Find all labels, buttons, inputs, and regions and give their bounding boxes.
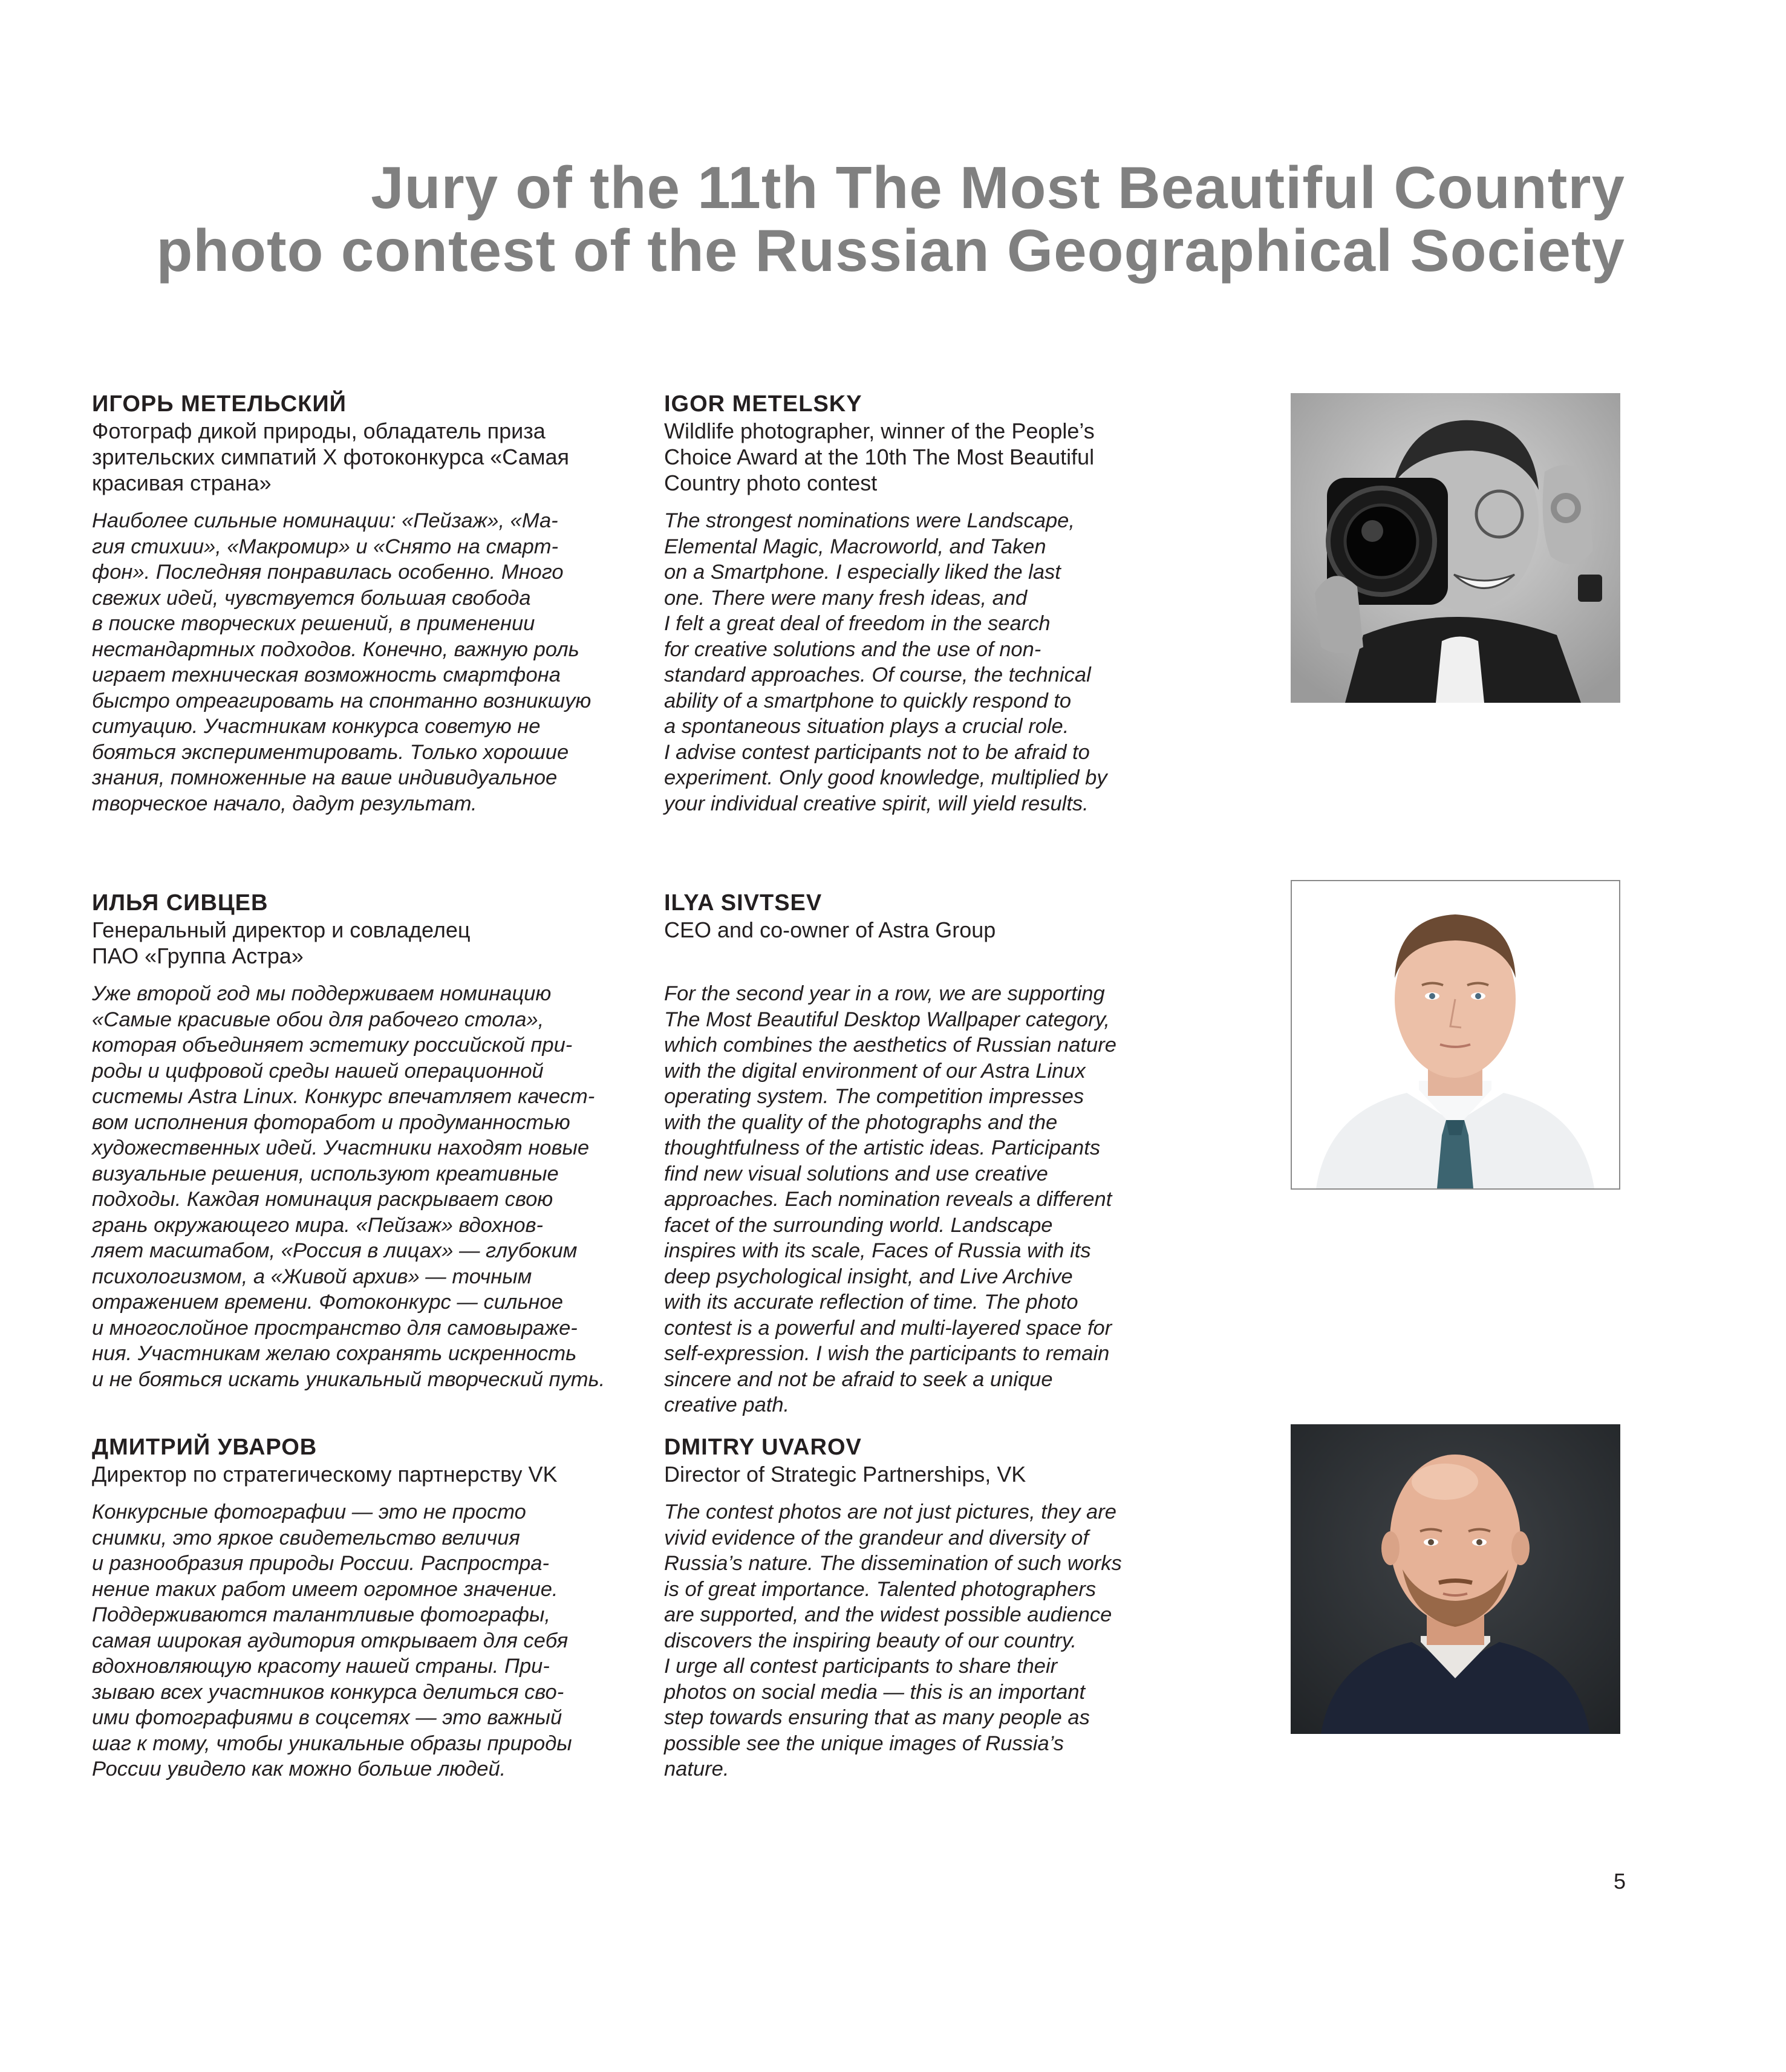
role-line: Wildlife photographer, winner of the People’s	[664, 419, 1095, 443]
quote-line: your individual creative spirit, will yield results.	[664, 792, 1089, 815]
quote-line: deep psychological insight, and Live Archive	[664, 1265, 1073, 1288]
quote-line: contest is a powerful and multi-layered space for	[664, 1316, 1112, 1340]
quote-line: with its accurate reflection of time. The photo	[664, 1291, 1078, 1314]
quote-line: for creative solutions and the use of non-	[664, 637, 1041, 661]
quote-line: системы Astra Linux. Конкурс впечатляет качест-	[92, 1085, 595, 1108]
quote-line: снимки, это яркое свидетельство величия	[92, 1526, 520, 1549]
quote-line: и многослойное пространство для самовыраже-	[92, 1316, 578, 1340]
juror-2-en	[664, 889, 1208, 1418]
role-line: зрительских симпатий X фотоконкурса «Самая	[92, 445, 569, 469]
juror-quote	[664, 1499, 1208, 1782]
quote-line: России увидело как можно больше людей.	[92, 1758, 506, 1780]
quote-line: ими фотографиями в соцсетях — это важный	[92, 1706, 562, 1729]
juror-role	[92, 418, 636, 496]
juror-2-ru	[92, 889, 636, 1392]
quote-line: standard approaches. Of course, the technical	[664, 663, 1091, 686]
role-line: Директор по стратегическому партнерству VK	[92, 1462, 558, 1487]
quote-line: знания, помноженные на ваше индивидуальное	[92, 766, 558, 789]
quote-line: step towards ensuring that as many people as	[664, 1706, 1090, 1729]
quote-line: быстро отреагировать на спонтанно возникшую	[92, 689, 592, 712]
juror-3-photo	[1291, 1424, 1620, 1734]
juror-name: ДМИТРИЙ УВАРОВ	[92, 1435, 318, 1460]
quote-line: зываю всех участников конкурса делиться сво-	[92, 1680, 564, 1704]
juror-name: DMITRY UVAROV	[664, 1435, 862, 1460]
quote-line: nature.	[664, 1758, 729, 1780]
juror-name: ИГОРЬ МЕТЕЛЬСКИЙ	[92, 391, 347, 417]
quote-line: one. There were many fresh ideas, and	[664, 586, 1028, 610]
juror-role	[664, 1461, 1208, 1487]
quote-line: is of great importance. Talented photographers	[664, 1577, 1097, 1601]
juror-role	[92, 1461, 636, 1487]
quote-line: self-expression. I wish the participants to remain	[664, 1342, 1110, 1365]
quote-line: possible see the unique images of Russia’s	[664, 1732, 1064, 1755]
quote-line: approaches. Each nomination reveals a different	[664, 1188, 1112, 1211]
quote-line: самая широкая аудитория открывает для себя	[92, 1629, 569, 1652]
quote-line: отражением времени. Фотоконкурс — сильное	[92, 1291, 563, 1314]
quote-line: a spontaneous situation plays a crucial role.	[664, 715, 1069, 738]
quote-line: Наиболее сильные номинации: «Пейзаж», «Ма-	[92, 509, 558, 532]
quote-line: I felt a great deal of freedom in the search	[664, 612, 1051, 635]
page-title	[53, 156, 1625, 282]
quote-line: ability of a smartphone to quickly respond to	[664, 689, 1072, 712]
juror-quote	[92, 1499, 636, 1782]
page-number: 5	[1613, 1869, 1626, 1894]
quote-line: художественных идей. Участники находят новые	[92, 1136, 590, 1159]
quote-line: бояться экспериментировать. Только хорошие	[92, 740, 569, 764]
quote-line: гия стихии», «Макромир» и «Снято на смарт-	[92, 535, 559, 558]
quote-line: свежих идей, чувствуется большая свобода	[92, 586, 531, 610]
juror-name: IGOR METELSKY	[664, 391, 862, 417]
quote-line: и разнообразия природы России. Распростра-	[92, 1552, 549, 1575]
quote-line: thoughtfulness of the artistic ideas. Participants	[664, 1136, 1101, 1159]
quote-line: photos on social media — this is an important	[664, 1680, 1086, 1704]
juror-quote	[92, 981, 636, 1392]
quote-line: визуальные решения, используют креативные	[92, 1162, 559, 1185]
quote-line: грань окружающего мира. «Пейзаж» вдохнов-	[92, 1213, 544, 1237]
quote-line: в поиске творческих решений, в применении	[92, 612, 535, 635]
quote-line: facet of the surrounding world. Landscape	[664, 1213, 1053, 1237]
quote-line: творческое начало, дадут результат.	[92, 792, 477, 815]
juror-role	[92, 917, 636, 969]
juror-1-ru	[92, 390, 636, 816]
quote-line: The Most Beautiful Desktop Wallpaper category,	[664, 1008, 1110, 1031]
quote-line: are supported, and the widest possible audience	[664, 1603, 1112, 1626]
quote-line: vivid evidence of the grandeur and diversity of	[664, 1526, 1089, 1549]
quote-line: играет техническая возможность смартфона	[92, 663, 561, 686]
quote-line: роды и цифровой среды нашей операционной	[92, 1059, 544, 1083]
quote-line: For the second year in a row, we are supporting	[664, 982, 1105, 1005]
quote-line: нение таких работ имеет огромное значение.	[92, 1577, 558, 1601]
title-line-1: Jury of the 11th The Most Beautiful Country	[371, 154, 1625, 221]
quote-line: operating system. The competition impresses	[664, 1085, 1084, 1108]
juror-role	[664, 418, 1208, 496]
quote-line: Конкурсные фотографии — это не просто	[92, 1500, 526, 1523]
quote-line: sincere and not be afraid to seek a unique	[664, 1367, 1053, 1391]
quote-line: фон». Последняя понравилась особенно. Много	[92, 561, 564, 584]
quote-line: inspires with its scale, Faces of Russia with its	[664, 1239, 1091, 1262]
juror-name: ИЛЬЯ СИВЦЕВ	[92, 890, 269, 916]
quote-line: Поддерживаются талантливые фотографы,	[92, 1603, 550, 1626]
role-line: CEO and co-owner of Astra Group	[664, 917, 996, 942]
role-line: Генеральный директор и совладелец	[92, 917, 471, 942]
quote-line: вдохновляющую красоту нашей страны. При-	[92, 1655, 550, 1678]
quote-line: Elemental Magic, Macroworld, and Taken	[664, 535, 1046, 558]
quote-line: find new visual solutions and use creative	[664, 1162, 1048, 1185]
juror-3-en	[664, 1433, 1208, 1782]
quote-line: и не бояться искать уникальный творческий путь.	[92, 1367, 605, 1391]
quote-line: «Самые красивые обои для рабочего стола»,	[92, 1008, 544, 1031]
juror-quote	[92, 508, 636, 816]
juror-quote	[664, 981, 1208, 1418]
quote-line: шаг к тому, чтобы уникальные образы природы	[92, 1732, 572, 1755]
quote-line: ния. Участникам желаю сохранять искренность	[92, 1342, 577, 1365]
quote-line: ляет масштабом, «Россия в лицах» — глубоким	[92, 1239, 578, 1262]
quote-line: психологизмом, а «Живой архив» — точным	[92, 1265, 532, 1288]
juror-1-en	[664, 390, 1208, 816]
quote-line: with the digital environment of our Astra Linux	[664, 1059, 1086, 1083]
juror-role	[664, 917, 1208, 943]
quote-line: Уже второй год мы поддерживаем номинацию	[92, 982, 552, 1005]
quote-line: Russia’s nature. The dissemination of such works	[664, 1552, 1122, 1575]
role-line: Director of Strategic Partnerships, VK	[664, 1462, 1026, 1487]
quote-line: experiment. Only good knowledge, multiplied by	[664, 766, 1107, 789]
role-line: ПАО «Группа Астра»	[92, 943, 304, 968]
quote-line: The strongest nominations were Landscape,	[664, 509, 1075, 532]
role-line: красивая страна»	[92, 471, 272, 495]
juror-name: ILYA SIVTSEV	[664, 890, 823, 916]
quote-line: The contest photos are not just pictures, they are	[664, 1500, 1116, 1523]
role-line: Country photo contest	[664, 471, 878, 495]
quote-line: discovers the inspiring beauty of our country.	[664, 1629, 1077, 1652]
role-line: Choice Award at the 10th The Most Beautiful	[664, 445, 1095, 469]
quote-line: подходы. Каждая номинация раскрывает свою	[92, 1188, 553, 1211]
quote-line: которая объединяет эстетику российской при-	[92, 1034, 573, 1057]
quote-line: creative path.	[664, 1393, 790, 1416]
quote-line: ситуацию. Участникам конкурса советую не	[92, 715, 541, 738]
quote-line: нестандартных подходов. Конечно, важную роль	[92, 637, 579, 661]
juror-1-photo	[1291, 393, 1620, 703]
juror-3-ru	[92, 1433, 636, 1782]
role-line: Фотограф дикой природы, обладатель приза	[92, 419, 546, 443]
quote-line: on a Smartphone. I especially liked the last	[664, 561, 1061, 584]
quote-line: which combines the aesthetics of Russian nature	[664, 1034, 1116, 1057]
juror-2-photo	[1291, 880, 1620, 1190]
juror-quote	[664, 508, 1208, 816]
quote-line: with the quality of the photographs and the	[664, 1110, 1058, 1134]
quote-line: I urge all contest participants to share their	[664, 1655, 1058, 1678]
quote-line: вом исполнения фоторабот и продуманностью	[92, 1110, 570, 1134]
quote-line: I advise contest participants not to be afraid to	[664, 740, 1090, 764]
title-line-2: photo contest of the Russian Geographical Society	[156, 217, 1625, 284]
